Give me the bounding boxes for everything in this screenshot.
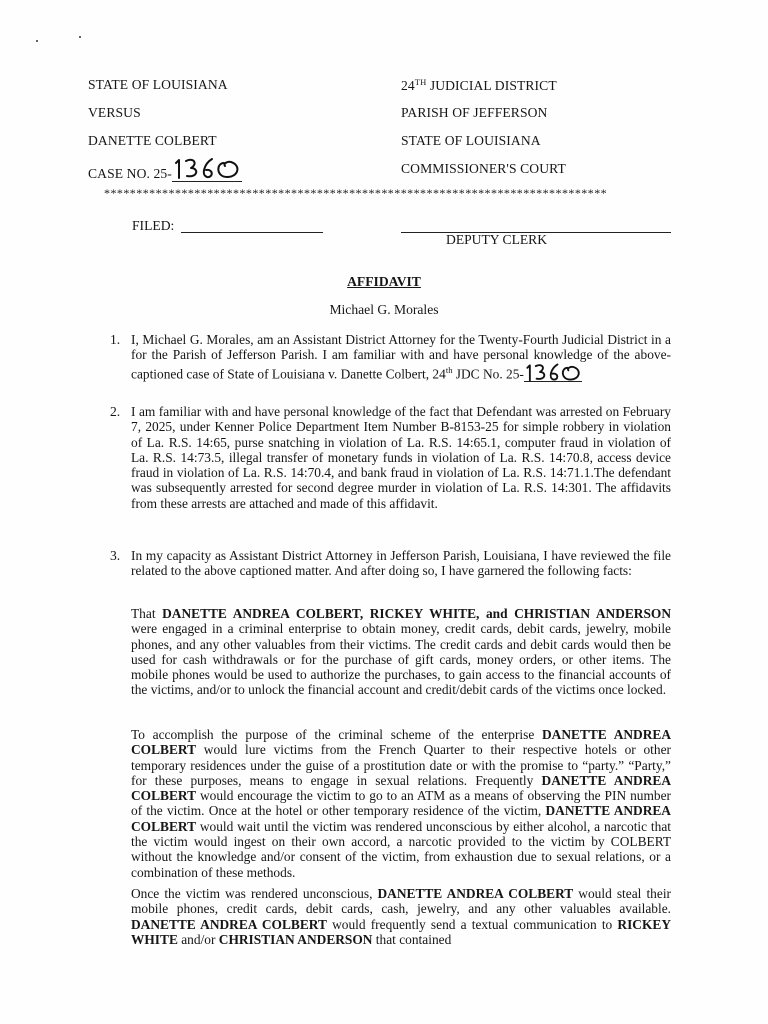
district-number: 24 [401, 78, 415, 93]
defendants-names: DANETTE ANDREA COLBERT, RICKEY WHITE, and CHRISTIAN ANDERSON [162, 606, 672, 621]
facts-2-text: would wait until the victim was rendered unconscious by either alcohol, a narcotic that the victim would ingest on their own accord, a narcotic provided to the victim by COLBERT without the knowledge and/or consent of the victim, from exhaustion due to sexual relations, or a combination of these methods. [131, 818, 671, 880]
deputy-clerk-label: DEPUTY CLERK [446, 232, 548, 247]
filed-signature-line [181, 232, 323, 233]
caption-defendant: DANETTE COLBERT [88, 133, 217, 148]
caption-case-number [88, 161, 242, 182]
caption-court: COMMISSIONER'S COURT [401, 161, 566, 176]
handwritten-case-number-inline [524, 365, 582, 382]
paragraph-1-superscript: th [445, 364, 453, 375]
facts-2-text: would encourage the victim to go to an ATM as a means of observing the PIN number of the victim. Once at the hotel or other temporary residence of the victim, [131, 788, 671, 819]
handwritten-1360-signature [172, 155, 246, 181]
codefendant-name: CHRISTIAN ANDERSON [218, 931, 373, 947]
filed-label: FILED: [132, 218, 175, 233]
facts-2-text: To accomplish the purpose of the criminal scheme of the enterprise [131, 727, 542, 742]
defendant-name: DANETTE ANDREA COLBERT [131, 772, 671, 804]
handwritten-case-number [172, 161, 242, 182]
facts-3-text: would frequently send a textual communication to [326, 916, 618, 932]
defendant-name: DANETTE ANDREA COLBERT [131, 803, 671, 834]
caption-state: STATE OF LOUISIANA [88, 77, 228, 92]
facts-3-text: and/or [177, 931, 219, 947]
scan-speck [79, 36, 81, 38]
paragraph-2-number: 2. [110, 404, 121, 419]
asterisk-separator: ****************************************************************************** [104, 186, 608, 200]
facts-1-text: That [131, 606, 163, 621]
paragraph-3-number: 3. [110, 548, 121, 563]
case-number-prefix: CASE NO. 25- [88, 166, 172, 181]
handwritten-1360-signature-inline [524, 361, 586, 383]
paragraph-1-number: 1. [110, 332, 121, 347]
caption-district [401, 77, 557, 94]
facts-3-text: that contained [372, 931, 452, 947]
caption-versus: VERSUS [88, 105, 141, 120]
document-title: AFFIDAVIT [347, 274, 421, 289]
scan-speck [36, 40, 38, 42]
facts-3-text: would steal their mobile phones, credit cards, debit cards, cash, jewelry, and any other valuables available. [131, 886, 672, 917]
facts-3-text: Once the victim was rendered unconscious, [131, 886, 378, 901]
paragraph-2: I am familiar with and have personal knowledge of the fact that Defendant was arrested on February 7, 2025, under Kenner Police Department Item Number B-8153-25 for simple robbery in violation of La. R.S. 14:65, purse snatching in violation of La. R.S. 14:65.1, computer fraud in violation of La. R.S. 14:73.5, illegal transfer of monetary funds in violation of La. R.S. 14:70.8, access device fraud in violation of La. R.S. 14:70.4, and bank fraud in violation of La. R.S. 14:71.1.The defendant was subsequently arrested for second degree murder in violation of La. R.S. 14:301. The affidavits from these arrests are attached and made of this affidavit. [131, 404, 671, 511]
defendant-name: DANETTE ANDREA COLBERT [377, 886, 574, 901]
paragraph-1-case-label: JDC No. 25- [452, 366, 524, 382]
paragraph-1 [131, 332, 671, 382]
affiant-name: Michael G. Morales [329, 302, 439, 317]
caption-parish: PARISH OF JEFFERSON [401, 105, 548, 120]
paragraph-1-text: I, Michael G. Morales, am an Assistant District Attorney for the Twenty-Fourth Judicial District in a for the Parish of Jefferson Parish. I am familiar with and have personal knowledge of the above-captioned case of State of Louisiana v. Danette Colbert, 24 [131, 332, 671, 382]
defendant-name: DANETTE ANDREA COLBERT [131, 916, 327, 932]
caption-right-state: STATE OF LOUISIANA [401, 133, 541, 148]
district-superscript: TH [414, 77, 427, 87]
codefendant-name: RICKEY WHITE [131, 916, 671, 947]
facts-paragraph-2 [131, 727, 671, 880]
paragraph-3: In my capacity as Assistant District Attorney in Jefferson Parish, Louisiana, I have reviewed the file related to the above captioned matter. And after doing so, I have garnered the following facts: [131, 548, 671, 579]
facts-1-text: were engaged in a criminal enterprise to obtain money, credit cards, debit cards, jewelry, mobile phones, and any other valuables from their victims. The credit cards and debit cards would then be used for cash withdrawals or for the purchase of gift cards, money orders, or other items. The mobile phones would be used to authorize the purchases, to gain access to the financial accounts of the victims, and/or to unlock the financial account and credit/debit cards of the victims once locked. [131, 621, 671, 698]
defendant-name: DANETTE ANDREA COLBERT [131, 727, 671, 758]
facts-paragraph-3 [131, 886, 671, 947]
district-label: JUDICIAL DISTRICT [426, 78, 557, 93]
facts-2-text: would lure victims from the French Quarter to their respective hotels or other temporary residences under the guise of a prostitution date or with the promise to “party.” “Party,” for these purposes, means to engage in sexual relations. Frequently [131, 742, 671, 788]
facts-paragraph-1 [131, 606, 671, 698]
